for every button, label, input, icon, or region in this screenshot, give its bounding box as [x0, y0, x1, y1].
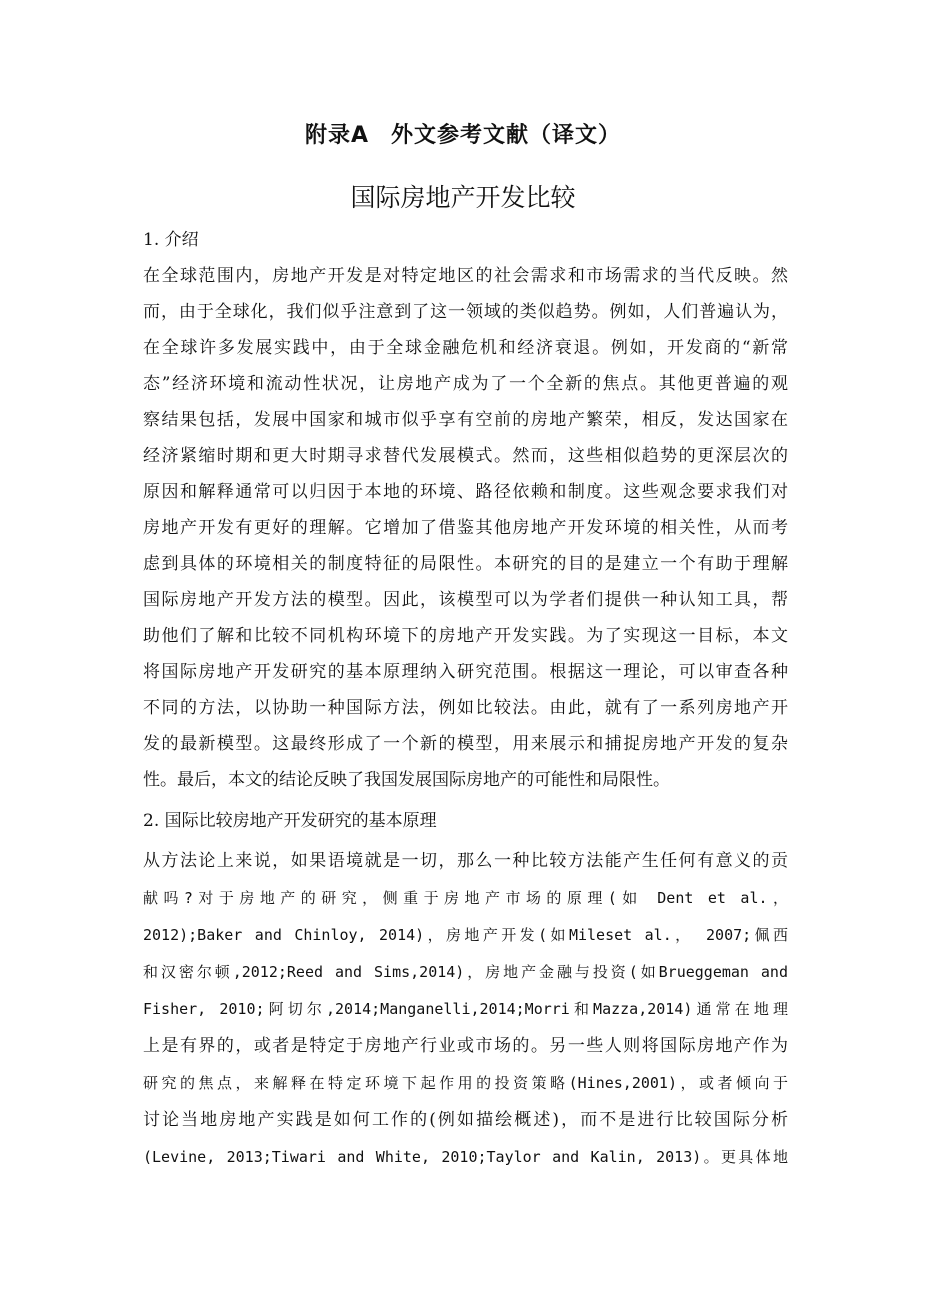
paragraph-line: 在全球范围内，房地产开发是对特定地区的社会需求和市场需求的当代反映。然: [143, 266, 788, 286]
paragraph-line: Fisher, 2010;阿切尔,2014;Manganelli,2014;Morri和Mazza,2014)通常在地理: [143, 1000, 788, 1018]
paragraph-line: (Levine, 2013;Tiwari and White, 2010;Taylor and Kalin, 2013)。更具体地: [143, 1148, 788, 1166]
paragraph-line: 上是有界的，或者是特定于房地产行业或市场的。另一些人则将国际房地产作为: [143, 1036, 788, 1056]
paragraph-line: 发的最新模型。这最终形成了一个新的模型，用来展示和捕捉房地产开发的复杂: [143, 734, 788, 754]
paragraph-line: 虑到具体的环境相关的制度特征的局限性。本研究的目的是建立一个有助于理解: [143, 554, 788, 574]
paragraph-line: 将国际房地产开发研究的基本原理纳入研究范围。根据这一理论，可以审查各种: [143, 662, 788, 682]
appendix-title: [0, 118, 926, 154]
paragraph-line: 而，由于全球化，我们似乎注意到了这一领域的类似趋势。例如，人们普遍认为，: [143, 302, 788, 322]
paragraph-line: 原因和解释通常可以归因于本地的环境、路径依赖和制度。这些观念要求我们对: [143, 482, 788, 502]
paragraph-line: 献吗?对于房地产的研究，侧重于房地产市场的原理(如 Dent et al.，: [143, 889, 788, 907]
paragraph-line: 助他们了解和比较不同机构环境下的房地产开发实践。为了实现这一目标，本文: [143, 626, 788, 646]
appendix-title-text: 外文参考文献（译文）: [391, 123, 622, 148]
appendix-label: 附录A: [304, 123, 369, 148]
paragraph-line: 不同的方法，以协助一种国际方法，例如比较法。由此，就有了一系列房地产开: [143, 698, 788, 718]
document-title: 国际房地产开发比较: [350, 183, 576, 212]
paragraph-line: 在全球许多发展实践中，由于全球金融危机和经济衰退。例如，开发商的“新常: [143, 338, 788, 358]
section-1-heading: 1. 介绍: [143, 230, 199, 250]
section-2-heading: 2. 国际比较房地产开发研究的基本原理: [143, 811, 437, 831]
paragraph-line: 房地产开发有更好的理解。它增加了借鉴其他房地产开发环境的相关性，从而考: [143, 518, 788, 538]
paragraph-line: 从方法论上来说，如果语境就是一切，那么一种比较方法能产生任何有意义的贡: [143, 851, 788, 871]
paragraph-line: 察结果包括，发展中国家和城市似乎享有空前的房地产繁荣，相反，发达国家在: [143, 410, 788, 430]
paragraph-line: 经济紧缩时期和更大时期寻求替代发展模式。然而，这些相似趋势的更深层次的: [143, 446, 788, 466]
paragraph-line: 性。最后，本文的结论反映了我国发展国际房地产的可能性和局限性。: [143, 770, 670, 790]
paragraph-line: 国际房地产开发方法的模型。因此，该模型可以为学者们提供一种认知工具，帮: [143, 590, 788, 610]
paragraph-line: 讨论当地房地产实践是如何工作的(例如描绘概述)，而不是进行比较国际分析: [143, 1110, 788, 1130]
paragraph-line: 2012);Baker and Chinloy, 2014)，房地产开发(如Mileset al.， 2007;佩西: [143, 926, 788, 944]
paragraph-line: 态”经济环境和流动性状况，让房地产成为了一个全新的焦点。其他更普遍的观: [143, 374, 788, 394]
paragraph-line: 和汉密尔顿,2012;Reed and Sims,2014)，房地产金融与投资(如Brueggeman and: [143, 963, 788, 981]
paragraph-line: 研究的焦点，来解释在特定环境下起作用的投资策略(Hines,2001)，或者倾向于: [143, 1074, 788, 1092]
